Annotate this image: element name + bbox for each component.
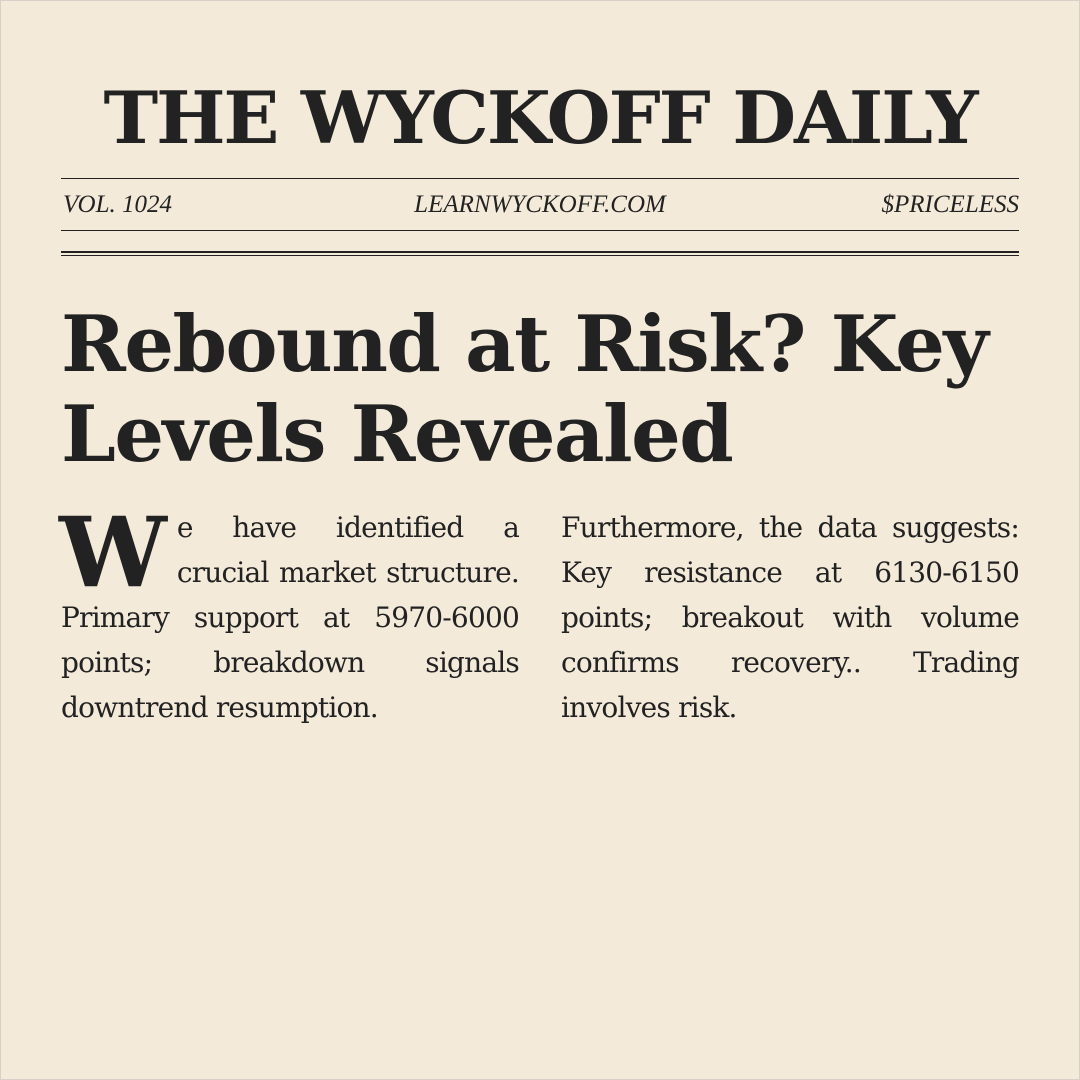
masthead-info-bar <box>61 190 1019 220</box>
masthead-rule-top <box>61 178 1019 179</box>
website-label: LEARNWYCKOFF.COM <box>414 191 666 218</box>
article-headline: Rebound at Risk? Key Levels Revealed <box>61 299 988 480</box>
double-rule-upper <box>61 251 1019 253</box>
price-label: $PRICELESS <box>881 191 1019 218</box>
masthead-rule-bottom <box>61 230 1019 231</box>
article-column-right: Furthermore, the data suggests: Key resistance at 6130-6150 points; breakout with volume confirms recovery.. Trading involves risk. <box>561 511 1019 724</box>
masthead-title: THE WYCKOFF DAILY <box>103 75 977 160</box>
column-left-text: e have identified a crucial market structure. Primary support at 5970-6000 points; breakdown signals downtrend resumption. <box>61 511 519 724</box>
volume-label: VOL. 1024 <box>63 191 172 218</box>
article-column-left <box>59 496 519 730</box>
double-rule-lower <box>61 255 1019 256</box>
drop-cap: W <box>59 496 167 609</box>
